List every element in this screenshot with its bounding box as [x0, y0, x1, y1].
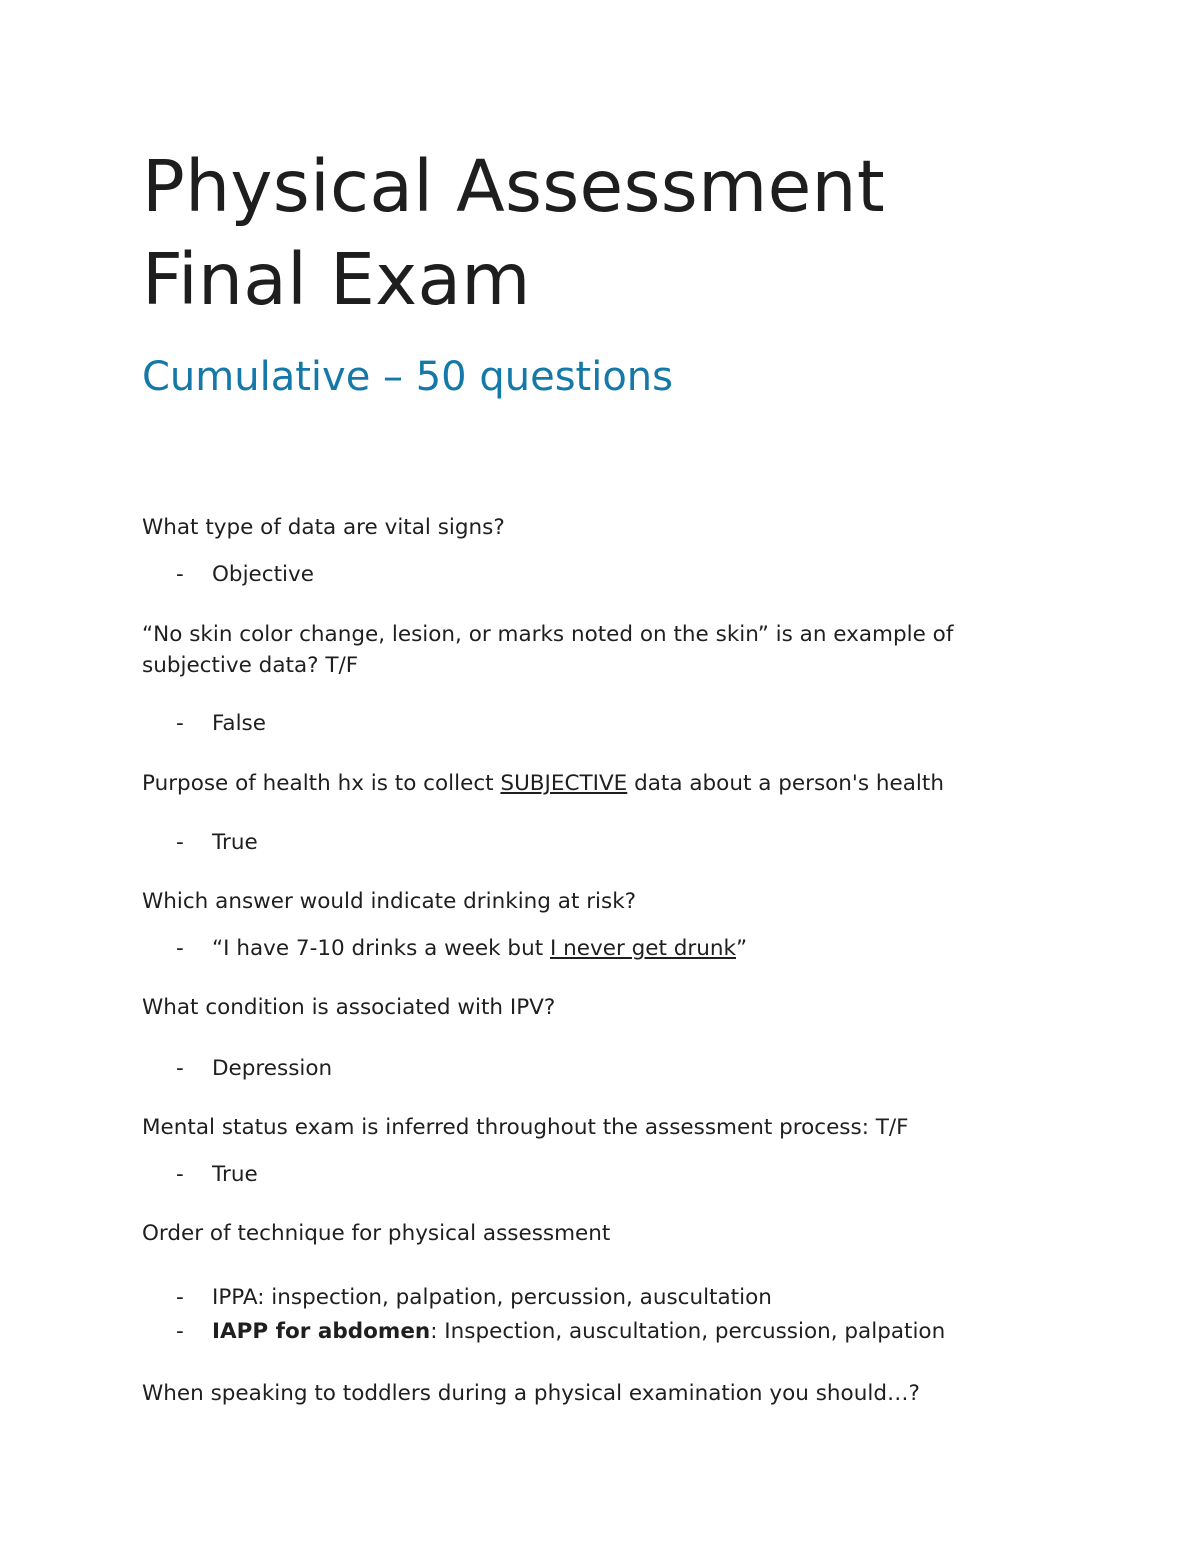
answer-1 — [176, 559, 1076, 590]
question-3 — [142, 768, 1062, 799]
answer-text: False — [212, 711, 266, 736]
bullet-dash: - — [176, 1162, 184, 1187]
question-1: What type of data are vital signs? — [142, 515, 505, 540]
answer-6 — [176, 1159, 1076, 1190]
bullet-dash: - — [176, 936, 184, 961]
question-3-post: data about a person's health — [627, 771, 944, 796]
answer-4 — [176, 933, 1076, 964]
answer-text: True — [212, 1162, 258, 1187]
title-line-1: Physical Assessment — [142, 145, 885, 228]
question-7: Order of technique for physical assessment — [142, 1221, 611, 1246]
title-line-2: Final Exam — [142, 238, 531, 321]
page-subtitle: Cumulative – 50 questions — [142, 354, 673, 400]
bullet-dash: - — [176, 830, 184, 855]
question-5: What condition is associated with IPV? — [142, 995, 556, 1020]
answer-text: Depression — [212, 1056, 333, 1081]
bullet-dash: - — [176, 562, 184, 587]
question-8: When speaking to toddlers during a physical examination you should…? — [142, 1381, 920, 1406]
answer-4-post: ” — [735, 936, 748, 961]
answer-7b-rest: : Inspection, auscultation, percussion, palpation — [430, 1319, 946, 1344]
answer-7b-bold: IAPP for abdomen — [212, 1319, 431, 1344]
question-2-line-2: subjective data? T/F — [142, 653, 359, 678]
question-3-emphasis: SUBJECTIVE — [500, 771, 628, 796]
answer-text: Objective — [212, 562, 314, 587]
bullet-dash: - — [176, 711, 184, 736]
answer-4-emphasis: I never get drunk — [549, 936, 736, 961]
answer-5 — [176, 1053, 1076, 1084]
answer-text: True — [212, 830, 258, 855]
answer-7a — [176, 1282, 1076, 1313]
question-3-pre: Purpose of health hx is to collect — [142, 771, 501, 796]
answer-4-pre: “I have 7-10 drinks a week but — [212, 936, 550, 961]
bullet-dash: - — [176, 1056, 184, 1081]
answer-3 — [176, 827, 1076, 858]
question-4: Which answer would indicate drinking at risk? — [142, 889, 637, 914]
page-title — [142, 140, 1142, 326]
answer-7b — [176, 1316, 1076, 1347]
question-6: Mental status exam is inferred throughout the assessment process: T/F — [142, 1115, 909, 1140]
bullet-dash: - — [176, 1285, 184, 1310]
answer-text: IPPA: inspection, palpation, percussion, auscultation — [212, 1285, 772, 1310]
question-2-line-1: “No skin color change, lesion, or marks noted on the skin” is an example of — [142, 622, 954, 647]
bullet-dash: - — [176, 1319, 184, 1344]
question-2 — [142, 619, 1062, 681]
answer-2 — [176, 708, 1076, 739]
